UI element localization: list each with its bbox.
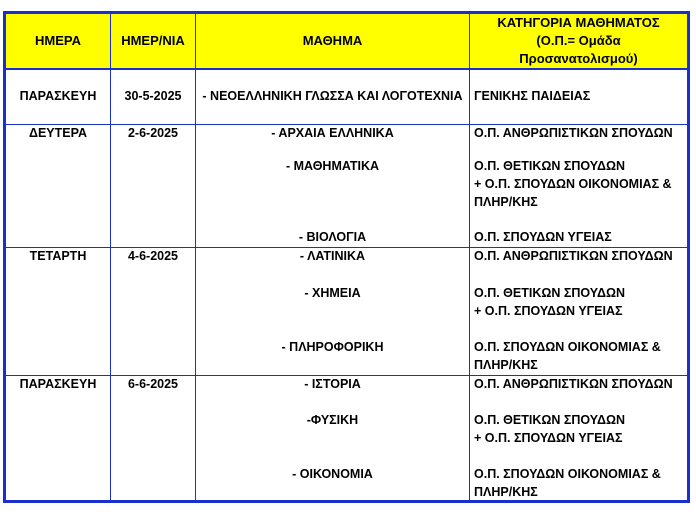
subject-cell: - ΜΑΘΗΜΑΤΙΚΑ — [285, 159, 380, 173]
subject-cell: -ΦΥΣΙΚΗ — [306, 413, 359, 427]
subject-cell: - ΝΕΟΕΛΛΗΝΙΚΗ ΓΛΩΣΣΑ ΚΑΙ ΛΟΓΟΤΕΧΝΙΑ — [202, 89, 463, 103]
subject-cell: - ΛΑΤΙΝΙΚΑ — [299, 249, 366, 263]
header-date — [111, 14, 195, 68]
date-cell: 4-6-2025 — [127, 249, 179, 263]
exam-schedule-table — [3, 11, 690, 503]
category-cell: Ο.Π. ΣΠΟΥΔΩΝ ΟΙΚΟΝΟΜΙΑΣ & ΠΛΗΡ/ΚΗΣ — [474, 340, 661, 372]
header-subject — [196, 14, 469, 68]
header-category — [470, 14, 687, 68]
subject-cell: - ΙΣΤΟΡΙΑ — [304, 377, 361, 391]
category-cell: Ο.Π. ΘΕΤΙΚΩΝ ΣΠΟΥΔΩΝ — [474, 159, 626, 173]
date-cell: 2-6-2025 — [127, 126, 179, 140]
column-divider — [469, 14, 470, 500]
category-cell-continued: + Ο.Π. ΣΠΟΥΔΩΝ ΥΓΕΙΑΣ — [474, 431, 623, 445]
category-cell-continued: + Ο.Π. ΣΠΟΥΔΩΝ ΟΙΚΟΝΟΜΙΑΣ & ΠΛΗΡ/ΚΗΣ — [474, 177, 672, 209]
header-divider — [6, 68, 687, 70]
header-subject-label: ΜΑΘΗΜΑ — [302, 33, 363, 48]
date-cell: 30-5-2025 — [124, 89, 182, 103]
header-day — [6, 14, 110, 68]
header-category-label: ΚΑΤΗΓΟΡΙΑ ΜΑΘΗΜΑΤΟΣ (Ο.Π.= Ομάδα Προσανατολισμού) — [497, 15, 660, 66]
category-cell-continued: + Ο.Π. ΣΠΟΥΔΩΝ ΥΓΕΙΑΣ — [474, 304, 623, 318]
category-cell: Ο.Π. ΘΕΤΙΚΩΝ ΣΠΟΥΔΩΝ — [474, 286, 626, 300]
subject-cell: - ΟΙΚΟΝΟΜΙΑ — [292, 467, 373, 481]
category-cell: Ο.Π. ΑΝΘΡΩΠΙΣΤΙΚΩΝ ΣΠΟΥΔΩΝ — [474, 249, 673, 263]
day-cell: ΤΕΤΑΡΤΗ — [29, 249, 87, 263]
subject-cell: - ΧΗΜΕΙΑ — [304, 286, 361, 300]
category-cell: Ο.Π. ΣΠΟΥΔΩΝ ΥΓΕΙΑΣ — [474, 230, 612, 244]
day-cell: ΠΑΡΑΣΚΕΥΗ — [19, 89, 97, 103]
header-date-label: ΗΜΕΡ/ΝΙΑ — [121, 33, 185, 48]
subject-cell: - ΠΛΗΡΟΦΟΡΙΚΗ — [281, 340, 384, 354]
category-cell: Ο.Π. ΣΠΟΥΔΩΝ ΟΙΚΟΝΟΜΙΑΣ & ΠΛΗΡ/ΚΗΣ — [474, 467, 661, 499]
category-cell: Ο.Π. ΘΕΤΙΚΩΝ ΣΠΟΥΔΩΝ — [474, 413, 626, 427]
header-day-label: ΗΜΕΡΑ — [35, 33, 81, 48]
subject-cell: - ΒΙΟΛΟΓΙΑ — [298, 230, 367, 244]
category-cell: ΓΕΝΙΚΗΣ ΠΑΙΔΕΙΑΣ — [474, 89, 591, 103]
day-cell: ΔΕΥΤΕΡΑ — [28, 126, 88, 140]
category-cell: Ο.Π. ΑΝΘΡΩΠΙΣΤΙΚΩΝ ΣΠΟΥΔΩΝ — [474, 377, 673, 391]
category-cell: Ο.Π. ΑΝΘΡΩΠΙΣΤΙΚΩΝ ΣΠΟΥΔΩΝ — [474, 126, 673, 140]
subject-cell: - ΑΡΧΑΙΑ ΕΛΛΗΝΙΚΑ — [271, 126, 394, 140]
date-cell: 6-6-2025 — [127, 377, 179, 391]
day-cell: ΠΑΡΑΣΚΕΥΗ — [19, 377, 97, 391]
